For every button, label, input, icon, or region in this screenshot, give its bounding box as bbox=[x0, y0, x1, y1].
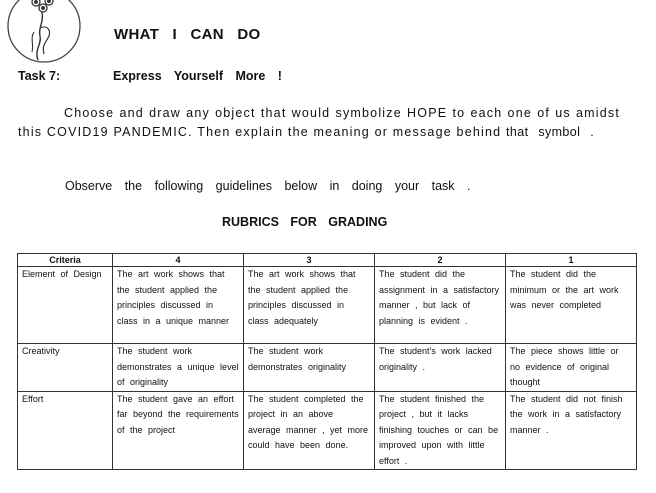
table-row bbox=[18, 391, 637, 470]
instruction-paragraph bbox=[18, 104, 620, 142]
score-4-cell: The art work shows that the student applied the principles discussed in class in a unique manner bbox=[113, 267, 244, 344]
page-title: WHAT I CAN DO bbox=[114, 26, 261, 43]
header-score-4: 4 bbox=[113, 254, 244, 267]
criteria-cell: Effort bbox=[18, 391, 113, 470]
observe-text: Observe the following guidelines below in doing your task . bbox=[65, 179, 471, 193]
table-row bbox=[18, 267, 637, 344]
score-3-cell: The student completed the project in an above average manner , yet more could have been done. bbox=[244, 391, 375, 470]
criteria-cell: Creativity bbox=[18, 344, 113, 392]
score-1-cell: The student did the minimum or the art work was never completed bbox=[506, 267, 637, 344]
score-1-cell: The student did not finish the work in a satisfactory manner . bbox=[506, 391, 637, 470]
task-label: Task 7: bbox=[18, 69, 61, 83]
header-score-2: 2 bbox=[375, 254, 506, 267]
score-3-cell: The art work shows that the student applied the principles discussed in class adequately bbox=[244, 267, 375, 344]
instruction-main-text: Choose and draw any object that would symbolize HOPE to each one of us amidst this COVID19 PANDEMIC. Then explain the meaning or message behind bbox=[18, 106, 620, 139]
score-4-cell: The student gave an effort far beyond the requirements of the project bbox=[113, 391, 244, 470]
score-4-cell: The student work demonstrates a unique level of originality bbox=[113, 344, 244, 392]
criteria-cell: Element of Design bbox=[18, 267, 113, 344]
header-score-1: 1 bbox=[506, 254, 637, 267]
table-row bbox=[18, 344, 637, 392]
header-score-3: 3 bbox=[244, 254, 375, 267]
header-criteria: Criteria bbox=[18, 254, 113, 267]
task-title: Express Yourself More ! bbox=[113, 69, 282, 83]
score-2-cell: The student finished the project , but it lacks finishing touches or can be improved upon with little effort . bbox=[375, 391, 506, 470]
instruction-end-text: that symbol . bbox=[506, 125, 595, 139]
score-3-cell: The student work demonstrates originality bbox=[244, 344, 375, 392]
score-2-cell: The student did the assignment in a satisfactory manner , but lack of planning is evident . bbox=[375, 267, 506, 344]
rubrics-title: RUBRICS FOR GRADING bbox=[222, 215, 388, 229]
rubric-table bbox=[17, 253, 637, 470]
score-2-cell: The student's work lacked originality . bbox=[375, 344, 506, 392]
score-1-cell: The piece shows little or no evidence of original thought bbox=[506, 344, 637, 392]
hand-flower-logo-icon bbox=[4, 0, 84, 68]
rubric-header-row bbox=[18, 254, 637, 267]
